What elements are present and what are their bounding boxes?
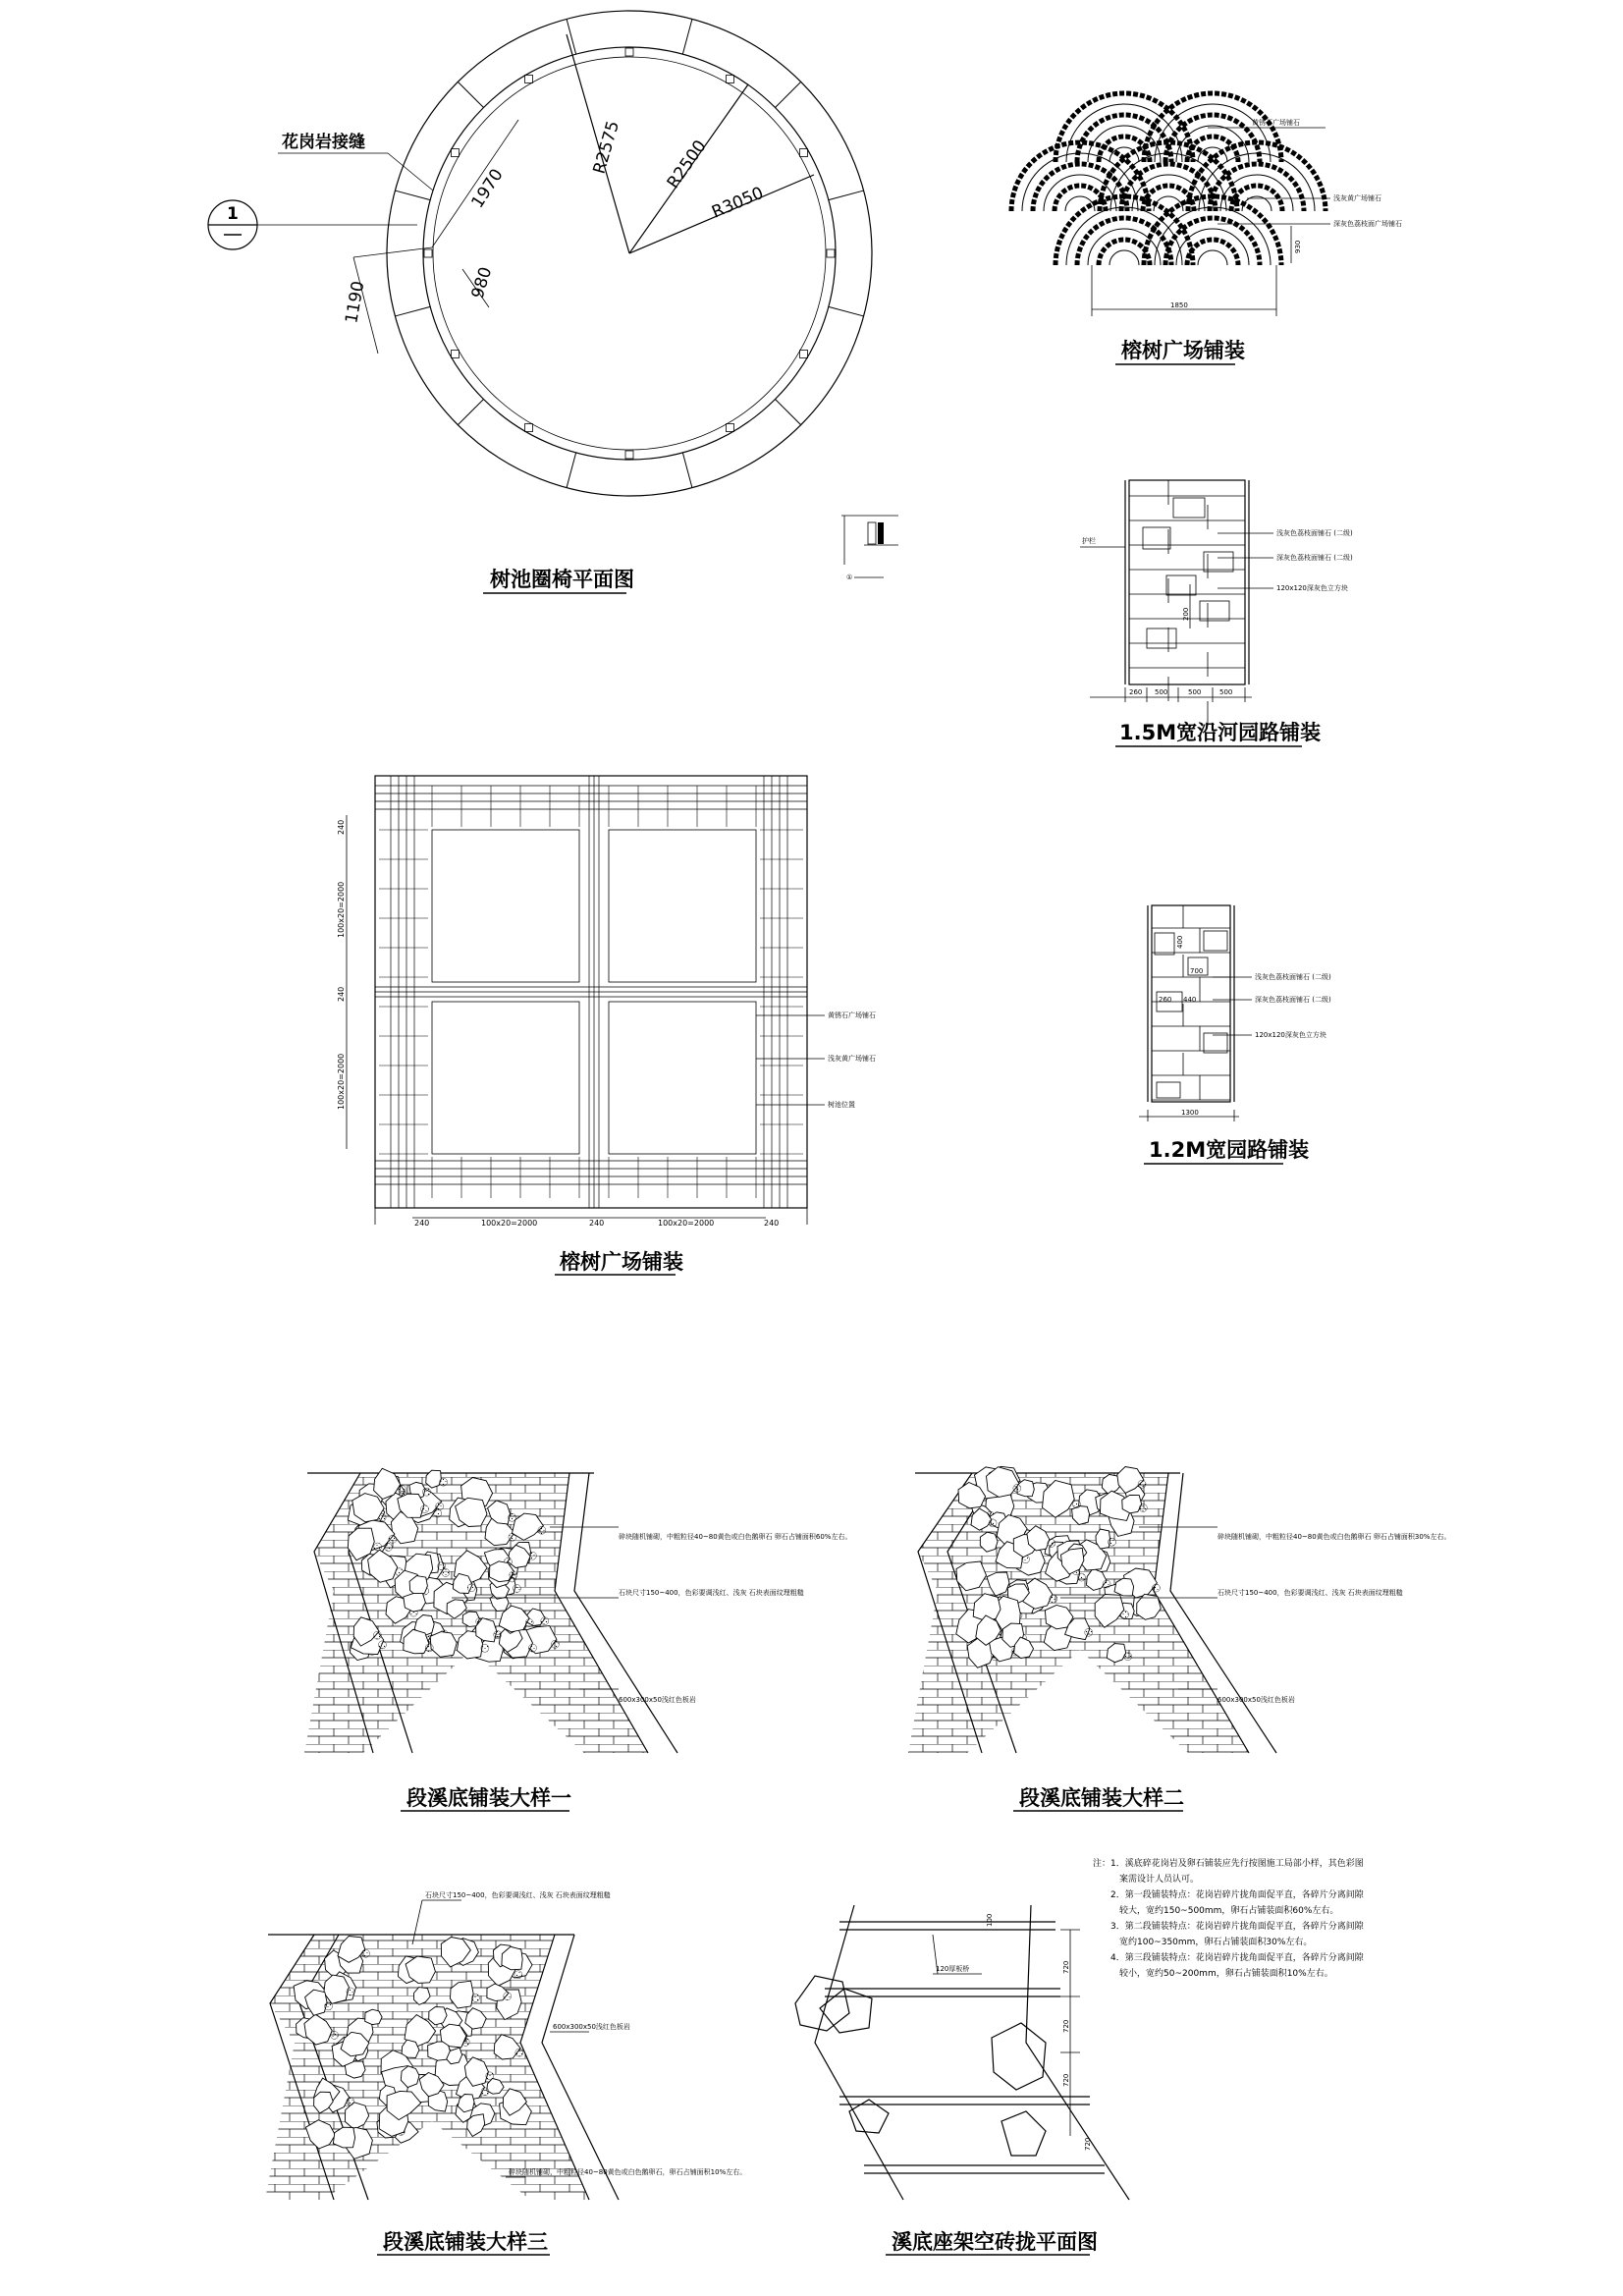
path-12m xyxy=(1139,905,1331,1164)
small-detail xyxy=(841,516,898,581)
stream-detail-2 xyxy=(908,1466,1450,1811)
path15-vdim: 200 xyxy=(1182,607,1190,621)
path15-callout-3: 120x120深灰色立方块 xyxy=(1276,584,1348,592)
note-line-7: 4．第三段铺装特点：花岗岩碎片拢角面促平直，各碎片分离间隙 xyxy=(1093,1953,1364,1963)
square-paving xyxy=(337,776,876,1275)
square-callout-1: 黄锈石广场铺石 xyxy=(828,1011,876,1019)
path15-dim-2: 500 xyxy=(1155,688,1168,696)
stream1-callout-1: 碎块随机铺砌，中粗粒径40~80黄色或白色鹅卵石 卵石占铺面积60%左右。 xyxy=(619,1533,852,1541)
bridge-dim-2: 720 xyxy=(1062,1960,1070,1974)
square-pattern-tr xyxy=(609,830,756,982)
note-line-5: 3．第二段铺装特点：花岗岩碎片拢角面促平直，各碎片分离间隙 xyxy=(1093,1922,1364,1932)
square-hdim-4: 100x20=2000 xyxy=(658,1219,715,1228)
square-dim-lines xyxy=(347,815,766,1218)
square-paving-title: 榕树广场铺装 xyxy=(560,1250,683,1274)
bridge-title: 溪底座架空砖拢平面图 xyxy=(892,2230,1098,2254)
path12-title: 1.2M宽园路铺装 xyxy=(1149,1138,1310,1162)
square-pattern-br xyxy=(609,1002,756,1154)
note-line-6: 宽约100~350mm，卵石占铺装面积30%左右。 xyxy=(1093,1938,1313,1947)
path12-dim-1300: 1300 xyxy=(1181,1109,1199,1117)
path15-callout-1: 浅灰色荔枝面铺石 (二级) xyxy=(1276,529,1353,537)
stream1-callout-3: 600x300x50浅红色板岩 xyxy=(619,1696,696,1704)
notes-block xyxy=(1093,1857,1365,1979)
bridge-dim-1: 100 xyxy=(986,1913,994,1927)
square-hdim-2: 100x20=2000 xyxy=(481,1219,538,1228)
path12-callout-2: 深灰色荔枝面铺石 (二级) xyxy=(1255,996,1331,1004)
path15-dim-1: 260 xyxy=(1129,688,1143,696)
dim-1190: 1190 xyxy=(342,279,369,325)
path12-callout-3: 120x120深灰色立方块 xyxy=(1255,1031,1326,1039)
square-hdim-1: 240 xyxy=(414,1219,430,1228)
bridge-label: 120厚板桥 xyxy=(936,1965,970,1973)
square-callout-2: 浅灰黄广场铺石 xyxy=(828,1055,876,1063)
tree-pool-plan xyxy=(208,11,872,593)
stream2-title: 段溪底铺装大样二 xyxy=(1019,1786,1184,1810)
stream2-callout-2: 石块尺寸150~400，色彩要调浅红、浅灰 石块表面纹理粗糙 xyxy=(1217,1589,1403,1597)
stream2-callout-1: 碎块随机铺砌，中粗粒径40~80黄色或白色鹅卵石 卵石占铺面积30%左右。 xyxy=(1217,1533,1451,1541)
path15-side-label: 护栏 xyxy=(1082,537,1096,545)
fan-callout-3: 深灰色荔枝面广场铺石 xyxy=(1333,220,1402,228)
square-vdim-1: 240 xyxy=(337,819,346,835)
path12-dim-260: 260 xyxy=(1159,996,1172,1004)
dim-980: 980 xyxy=(467,264,497,301)
square-grid xyxy=(375,776,807,1208)
bridge-dim-5: 720 xyxy=(1084,2137,1092,2151)
bridge-dim-3: 720 xyxy=(1062,2019,1070,2033)
note-line-4: 较大，宽约150~500mm，卵石占铺装面积60%左右。 xyxy=(1093,1906,1339,1916)
fan-paving xyxy=(1011,93,1402,364)
dim-1970: 1970 xyxy=(467,165,508,212)
path15-title: 1.5M宽沿河园路铺装 xyxy=(1119,721,1322,744)
dim-r2500: R2500 xyxy=(663,137,711,192)
dim-r3050: R3050 xyxy=(709,183,767,223)
path15-callout-2: 深灰色荔枝面铺石 (二级) xyxy=(1276,554,1353,562)
note-line-2: 案需设计人员认可。 xyxy=(1093,1875,1200,1885)
stream3-callout-1: 石块尺寸150~400，色彩要调浅红、浅灰 石块表面纹理粗糙 xyxy=(425,1891,611,1899)
bridge-rocks xyxy=(795,1976,1046,2156)
fan-callout-2: 浅灰黄广场铺石 xyxy=(1333,194,1381,202)
small-detail-label: ① xyxy=(846,574,853,581)
dim-r2575: R2575 xyxy=(589,118,623,177)
square-hdim-3: 240 xyxy=(589,1219,605,1228)
square-pattern-tl xyxy=(432,830,579,982)
stream-detail-1 xyxy=(304,1468,851,1811)
fan-dim-width: 1850 xyxy=(1170,301,1188,309)
square-vdim-4: 100x20=2000 xyxy=(337,1053,346,1110)
section-marker-number: 1 xyxy=(227,204,239,224)
bridge-plan xyxy=(795,1905,1129,2255)
square-leaders xyxy=(756,1015,825,1105)
square-hdim-5: 240 xyxy=(764,1219,780,1228)
stream3-callout-3: 碎块随机铺砌，中粗粒径40~80黄色或白色鹅卵石，卵石占铺面积10%左右。 xyxy=(509,2168,747,2176)
tree-pool-title: 树池圈椅平面图 xyxy=(490,568,634,591)
square-vdim-3: 240 xyxy=(337,986,346,1002)
path12-dim-400: 400 xyxy=(1176,935,1184,949)
path15-leaders xyxy=(1190,533,1273,629)
bridge-dim-4: 720 xyxy=(1062,2073,1070,2087)
stream2-callout-3: 600x300x50浅红色板岩 xyxy=(1217,1696,1295,1704)
path15-dim-3: 500 xyxy=(1188,688,1202,696)
stream1-callout-2: 石块尺寸150~400，色彩要调浅红、浅灰 石块表面纹理粗糙 xyxy=(619,1589,804,1597)
square-pattern-bl xyxy=(432,1002,579,1154)
fan-paving-title: 榕树广场铺装 xyxy=(1121,339,1245,362)
path12-dim-700: 700 xyxy=(1190,967,1204,975)
square-callout-3: 树池位置 xyxy=(828,1101,855,1109)
note-line-8: 较小，宽约50~200mm，卵石占铺装面积10%左右。 xyxy=(1093,1969,1333,1979)
path15-dim-4: 500 xyxy=(1219,688,1233,696)
granite-joint-label: 花岗岩接缝 xyxy=(282,133,365,152)
note-line-1: 注：1．溪底碎花岗岩及卵石铺装应先行按图施工局部小样，其色彩图 xyxy=(1093,1859,1364,1869)
fan-dim-height: 930 xyxy=(1294,240,1302,253)
stream-detail-3 xyxy=(265,1890,746,2255)
path12-dim-440: 440 xyxy=(1183,996,1197,1004)
fan-callout-1: 黄锈石广场铺石 xyxy=(1252,119,1300,127)
note-line-3: 2．第一段铺装特点：花岗岩碎片拢角面促平直，各碎片分离间隙 xyxy=(1093,1890,1364,1900)
stream1-title: 段溪底铺装大样一 xyxy=(406,1786,571,1810)
square-vdim-2: 100x20=2000 xyxy=(337,881,346,938)
path-15m xyxy=(1080,480,1353,746)
path12-callout-1: 浅灰色荔枝面铺石 (二级) xyxy=(1255,973,1331,981)
stream3-callout-2: 600x300x50浅红色板岩 xyxy=(553,2023,630,2031)
stream3-title: 段溪底铺装大样三 xyxy=(383,2230,548,2254)
